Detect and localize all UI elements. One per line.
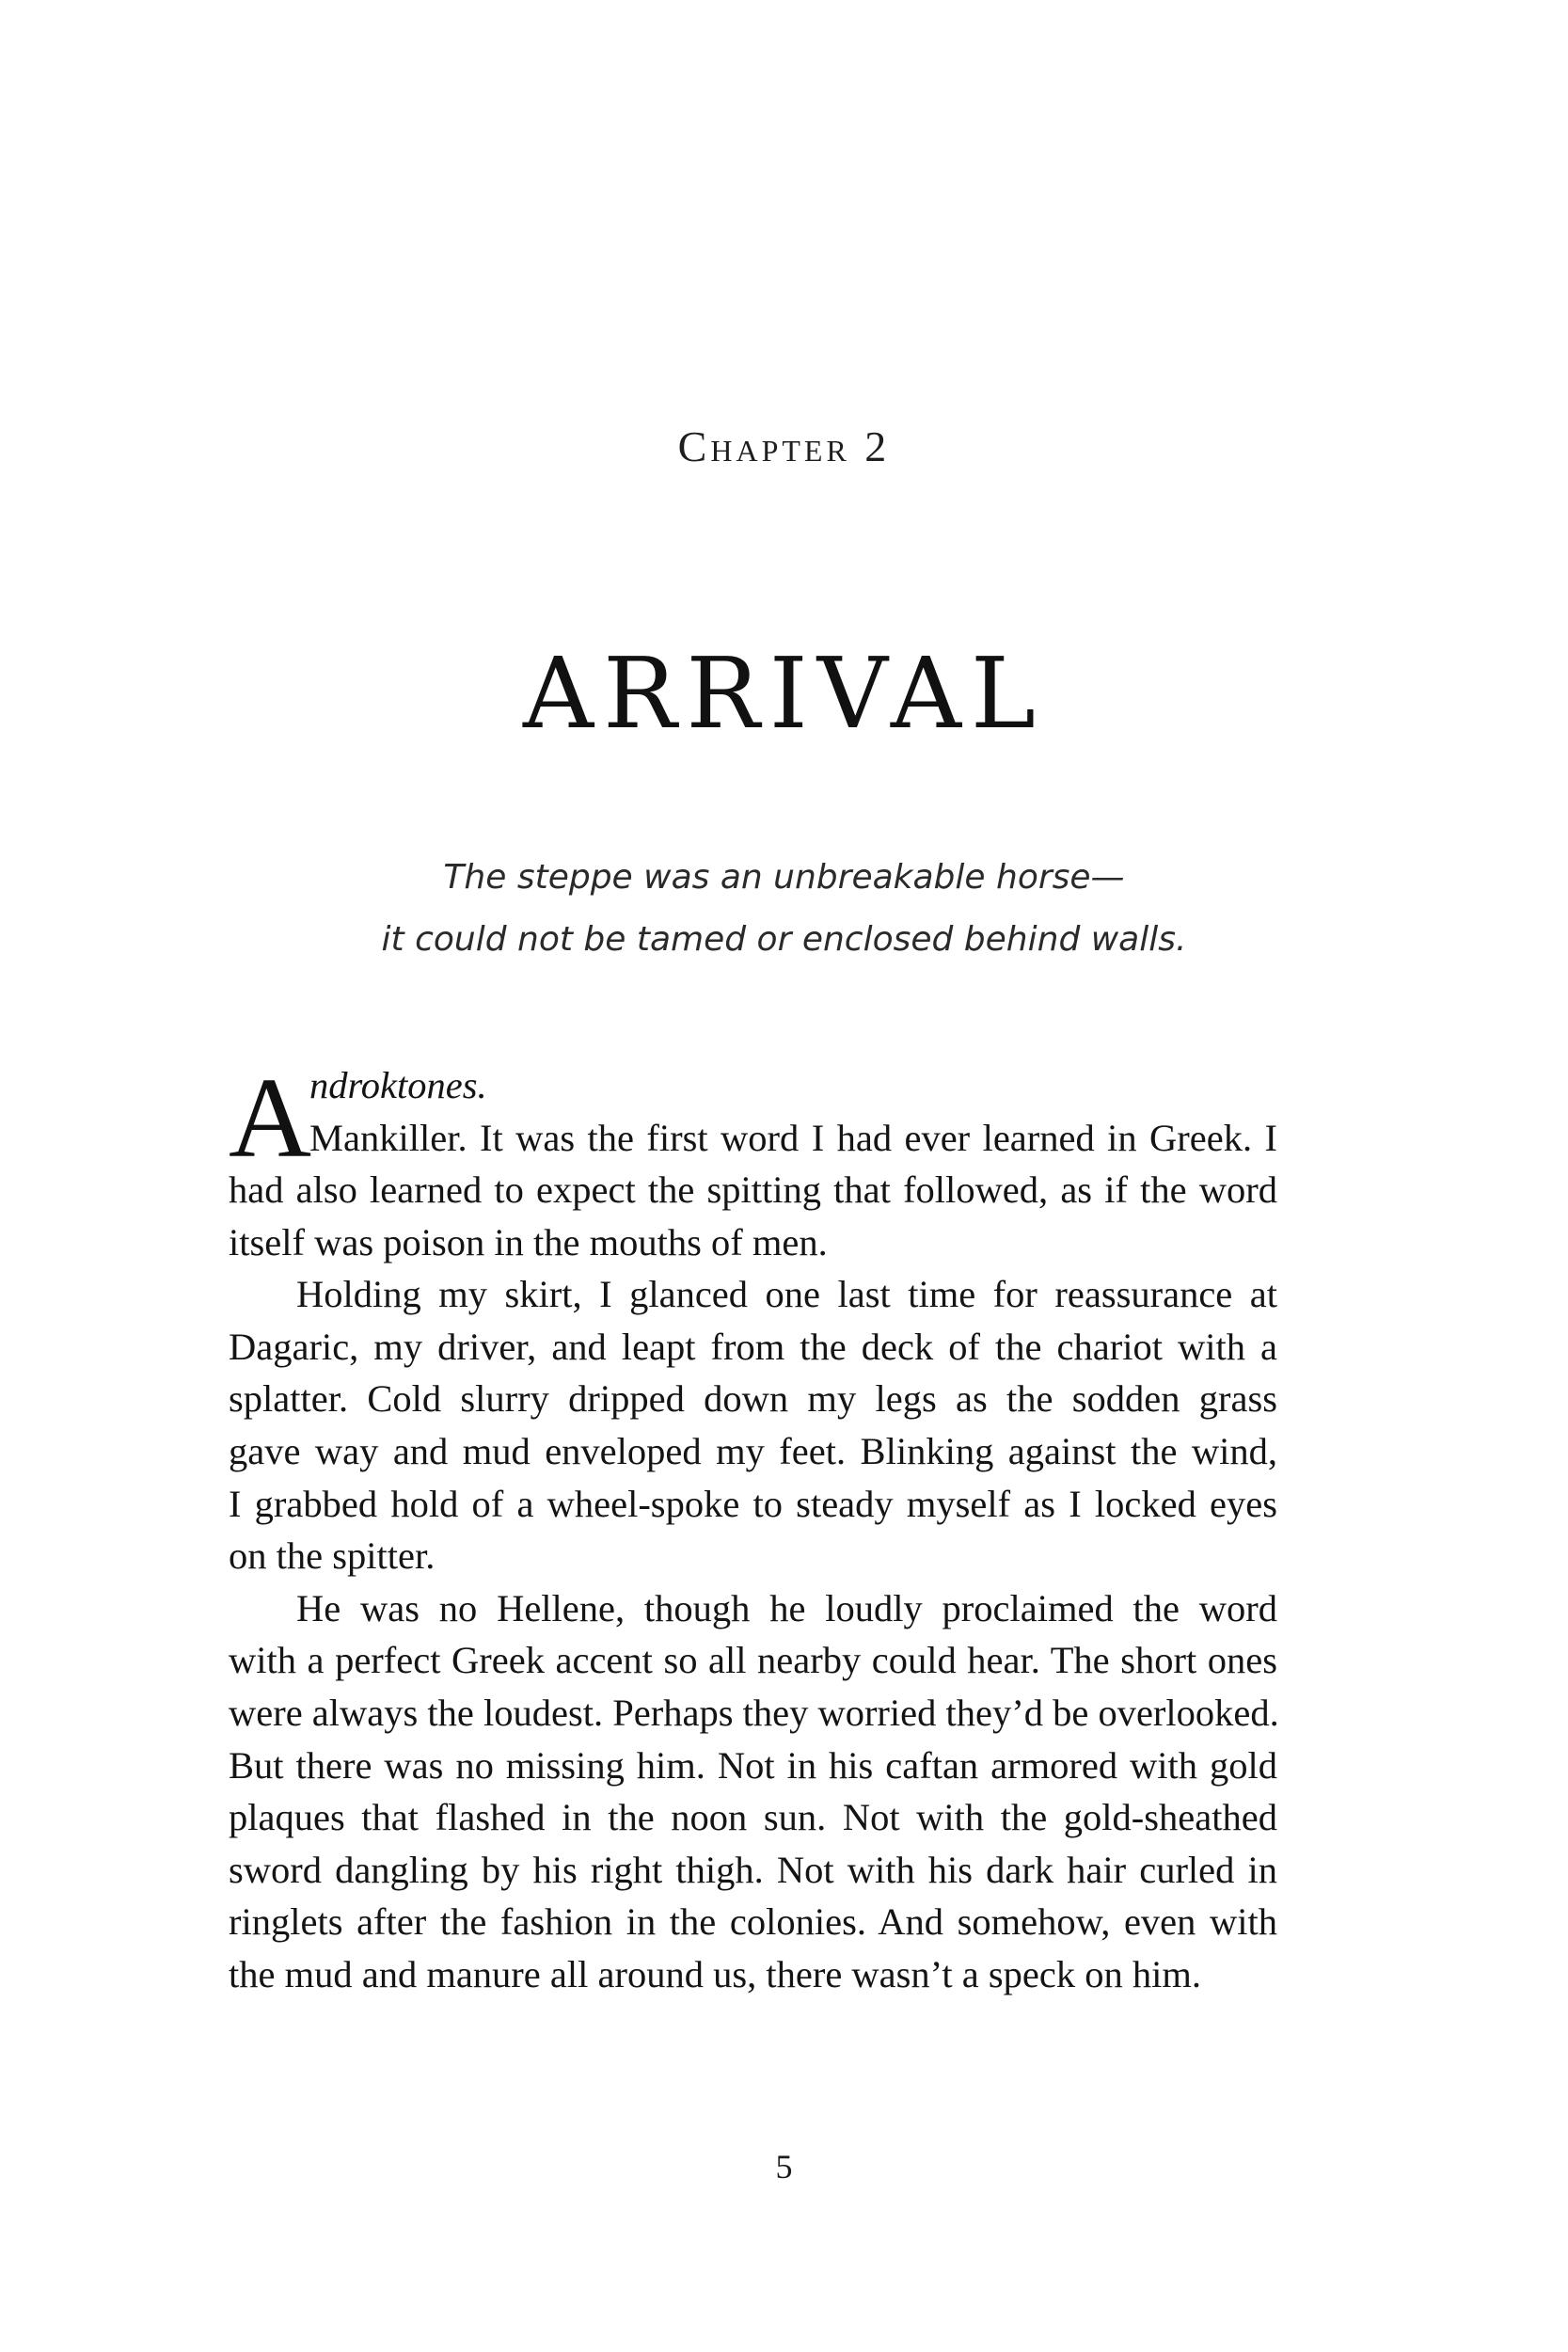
opening-word: ndroktones.: [309, 1064, 487, 1106]
paragraph-line: plaques that flashed in the noon sun. Not with the gold-sheathed: [229, 1796, 1277, 1839]
paragraph-line: I grabbed hold of a wheel-spoke to steady myself as I locked eyes: [229, 1482, 1277, 1525]
paragraph-line: itself was poison in the mouths of men.: [229, 1220, 828, 1263]
epigraph-line: it could not be tamed or enclosed behind walls.: [381, 920, 1187, 959]
opening-paragraph-head: [229, 1055, 1277, 1182]
epigraph: [0, 847, 1568, 971]
paragraph-line: were always the loudest. Perhaps they worried they’d be overlooked.: [229, 1691, 1279, 1734]
drop-cap: A: [229, 1055, 312, 1182]
body-text: [229, 1055, 1279, 2001]
paragraph-line: Dagaric, my driver, and leapt from the deck of the chariot with a: [229, 1325, 1277, 1368]
paragraph-line: ringlets after the fashion in the colonies. And somehow, even with: [229, 1900, 1277, 1944]
paragraph-line: gave way and mud enveloped my feet. Blinking against the wind,: [229, 1429, 1277, 1472]
paragraph-line: splatter. Cold slurry dripped down my legs as the sodden grass: [229, 1377, 1277, 1421]
chapter-label: Chapter 2: [677, 422, 891, 470]
paragraph-line: Mankiller. It was the first word I had ever learned in Greek. I: [309, 1116, 1277, 1159]
paragraph-line: But there was no missing him. Not in his caftan armored with gold: [229, 1743, 1277, 1787]
epigraph-line: The steppe was an unbreakable horse—: [443, 858, 1125, 897]
paragraph-line: had also learned to expect the spitting that followed, as if the word: [229, 1168, 1277, 1211]
paragraph-line: Holding my skirt, I glanced one last time for reassurance at: [296, 1273, 1277, 1316]
paragraph-line: the mud and manure all around us, there wasn’t a speck on him.: [229, 1952, 1201, 1995]
paragraph-line: with a perfect Greek accent so all nearby could hear. The short ones: [229, 1639, 1277, 1682]
paragraph-line: He was no Hellene, though he loudly proclaimed the word: [296, 1586, 1277, 1629]
page-number: 5: [775, 2148, 793, 2185]
paragraph-line: on the spitter.: [229, 1534, 436, 1578]
chapter-title: ARRIVAL: [522, 636, 1045, 751]
paragraph-line: sword dangling by his right thigh. Not with his dark hair curled in: [229, 1848, 1277, 1891]
